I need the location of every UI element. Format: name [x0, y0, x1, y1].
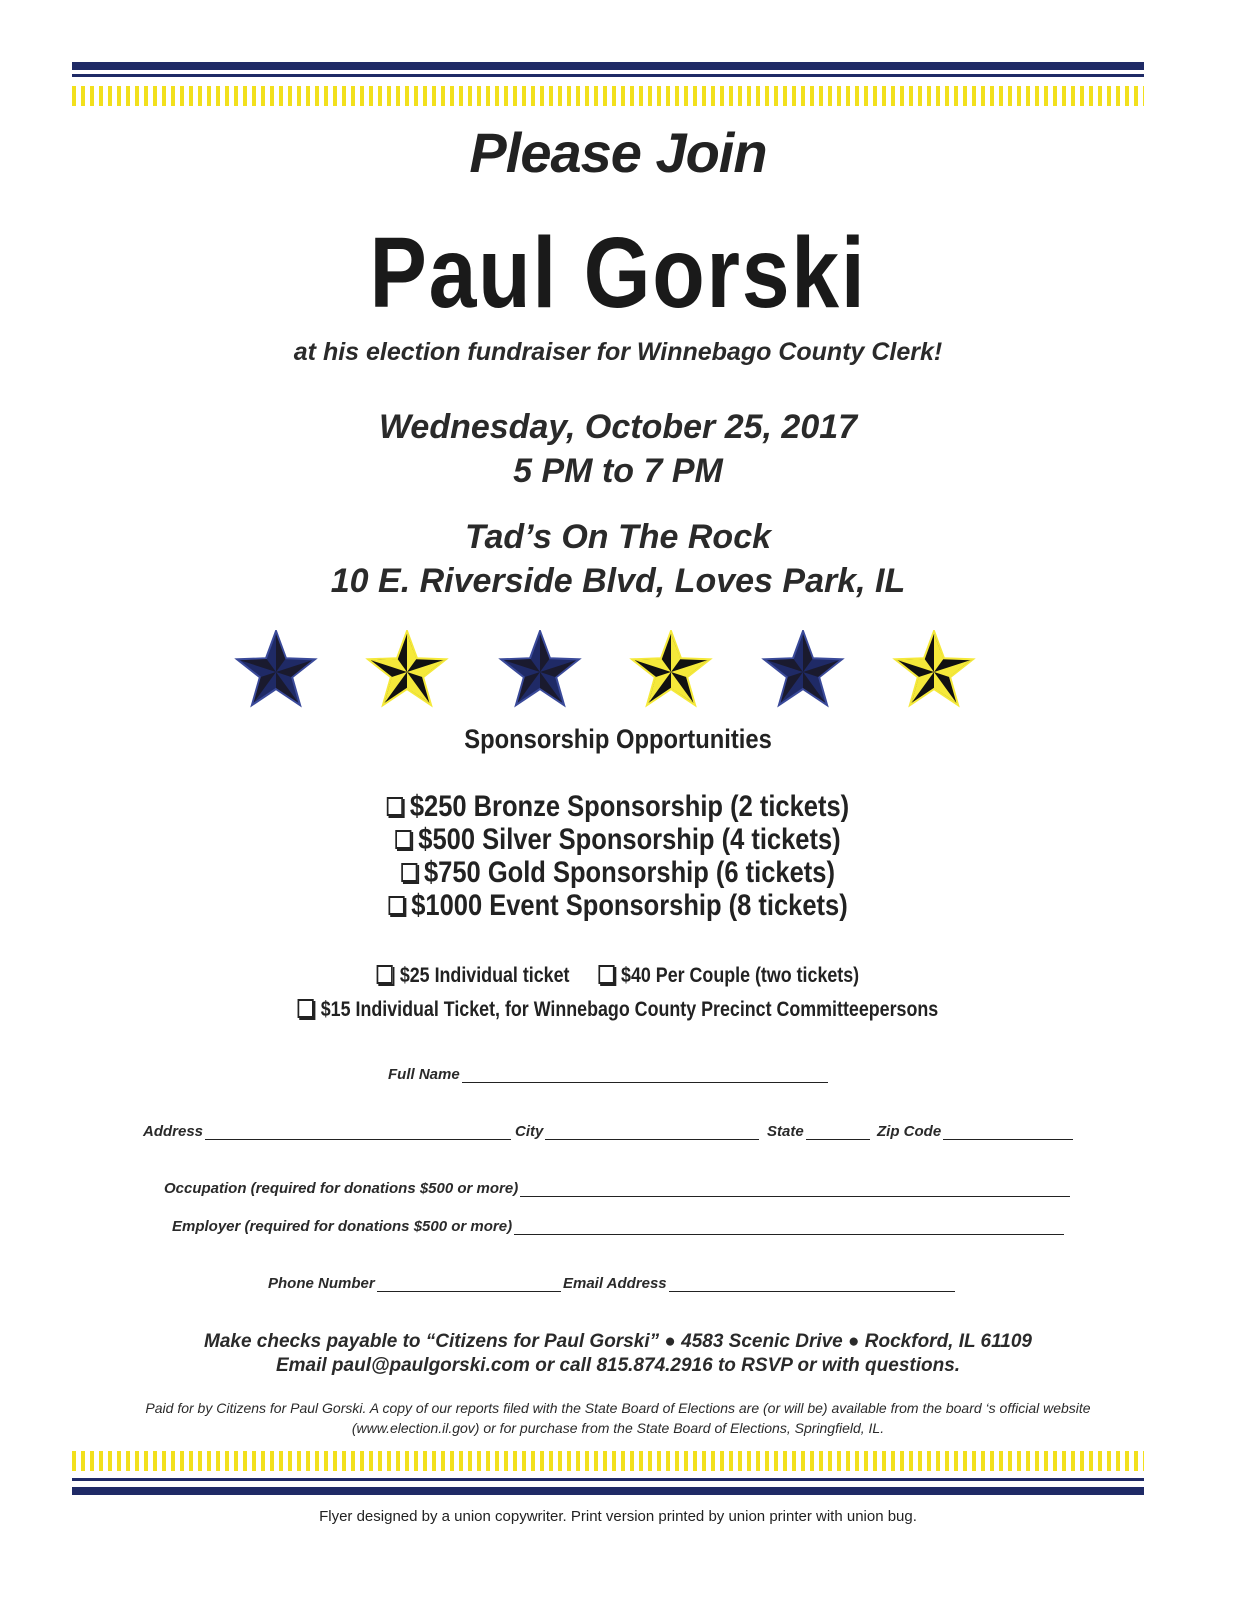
email-address-input[interactable] — [669, 1277, 955, 1292]
checkbox-icon[interactable] — [377, 965, 393, 984]
top-border-navy-thin — [72, 74, 1144, 77]
legal-disclaimer: Paid for by Citizens for Paul Gorski. A copy of our reports filed with the State Board of Elections are (or will be) available from the board ‘s official website (www.election.il.gov) or for purchase from the State Board of Elections, Springfield, IL. — [145, 1400, 1091, 1436]
yellow-star-icon — [632, 631, 710, 705]
city-field[interactable]: City — [515, 1123, 759, 1140]
event-time: 5 PM to 7 PM — [513, 452, 723, 490]
top-border-yellow-stripes — [72, 86, 1144, 106]
phone-number-input[interactable] — [377, 1277, 561, 1292]
venue-name: Tad’s On The Rock — [464, 518, 772, 556]
occupation-field[interactable]: Occupation (required for donations $500 or more) — [164, 1180, 1070, 1197]
employer-input[interactable] — [514, 1220, 1064, 1235]
sponsorship-tier-bronze[interactable]: $250 Bronze Sponsorship (2 tickets) — [93, 790, 1144, 823]
star-row — [0, 630, 1236, 710]
navy-star-icon — [764, 631, 842, 705]
event-date-time — [0, 405, 1236, 493]
event-date: Wednesday, October 25, 2017 — [378, 408, 858, 446]
yellow-star-icon — [895, 631, 973, 705]
email-address-field[interactable]: Email Address — [563, 1275, 955, 1292]
city-input[interactable] — [545, 1125, 759, 1140]
checkbox-icon[interactable] — [388, 896, 404, 915]
ticket-couple[interactable]: $40 Per Couple (two tickets) — [598, 964, 859, 987]
ticket-individual[interactable]: $25 Individual ticket — [377, 964, 570, 987]
yellow-star-icon — [368, 631, 446, 705]
state-input[interactable] — [806, 1125, 870, 1140]
venue-address: 10 E. Riverside Blvd, Loves Park, IL — [330, 562, 906, 600]
full-name-field[interactable]: Full Name — [388, 1066, 828, 1083]
bottom-border-yellow-stripes — [72, 1451, 1144, 1471]
bottom-border-navy-thin — [72, 1478, 1144, 1481]
address-field[interactable]: Address — [143, 1123, 511, 1140]
employer-field[interactable]: Employer (required for donations $500 or more) — [172, 1218, 1064, 1235]
zip-code-input[interactable] — [943, 1125, 1073, 1140]
checkbox-icon[interactable] — [298, 999, 314, 1018]
full-name-input[interactable] — [462, 1068, 828, 1083]
checkbox-icon[interactable] — [387, 797, 403, 816]
event-venue — [0, 515, 1236, 603]
rsvp-line: Email paul@paulgorski.com or call 815.874.2916 to RSVP or with questions. — [275, 1355, 961, 1376]
navy-star-icon — [501, 631, 579, 705]
state-field[interactable]: State — [767, 1123, 870, 1140]
sponsorship-tier-event[interactable]: $1000 Event Sponsorship (8 tickets) — [93, 889, 1144, 922]
zip-code-field[interactable]: Zip Code — [877, 1123, 1073, 1140]
checks-payable-line: Make checks payable to “Citizens for Paul Gorski” ● 4583 Scenic Drive ● Rockford, IL 61109 — [204, 1331, 1032, 1352]
sponsorship-tier-silver[interactable]: $500 Silver Sponsorship (4 tickets) — [93, 823, 1144, 856]
candidate-name: Paul Gorski — [369, 217, 867, 329]
payment-instructions — [0, 1330, 1236, 1378]
phone-number-field[interactable]: Phone Number — [268, 1275, 561, 1292]
please-join-heading: Please Join — [469, 121, 767, 184]
bottom-border-navy-thick — [72, 1487, 1144, 1495]
event-subtitle: at his election fundraiser for Winnebago County Clerk! — [293, 338, 943, 366]
sponsorship-tier-list — [93, 790, 1144, 922]
ticket-committeeperson[interactable]: $15 Individual Ticket, for Winnebago County Precinct Committeepersons — [93, 998, 1144, 1022]
checkbox-icon[interactable] — [395, 830, 411, 849]
ticket-options-row — [93, 964, 1144, 988]
checkbox-icon[interactable] — [401, 863, 417, 882]
occupation-input[interactable] — [520, 1182, 1070, 1197]
designer-credit: Flyer designed by a union copywriter. Print version printed by union printer with union bug. — [319, 1508, 917, 1525]
address-input[interactable] — [205, 1125, 511, 1140]
checkbox-icon[interactable] — [598, 965, 614, 984]
sponsorship-title: Sponsorship Opportunities — [464, 724, 772, 754]
top-border-navy-thick — [72, 62, 1144, 70]
navy-star-icon — [237, 631, 315, 705]
sponsorship-tier-gold[interactable]: $750 Gold Sponsorship (6 tickets) — [93, 856, 1144, 889]
